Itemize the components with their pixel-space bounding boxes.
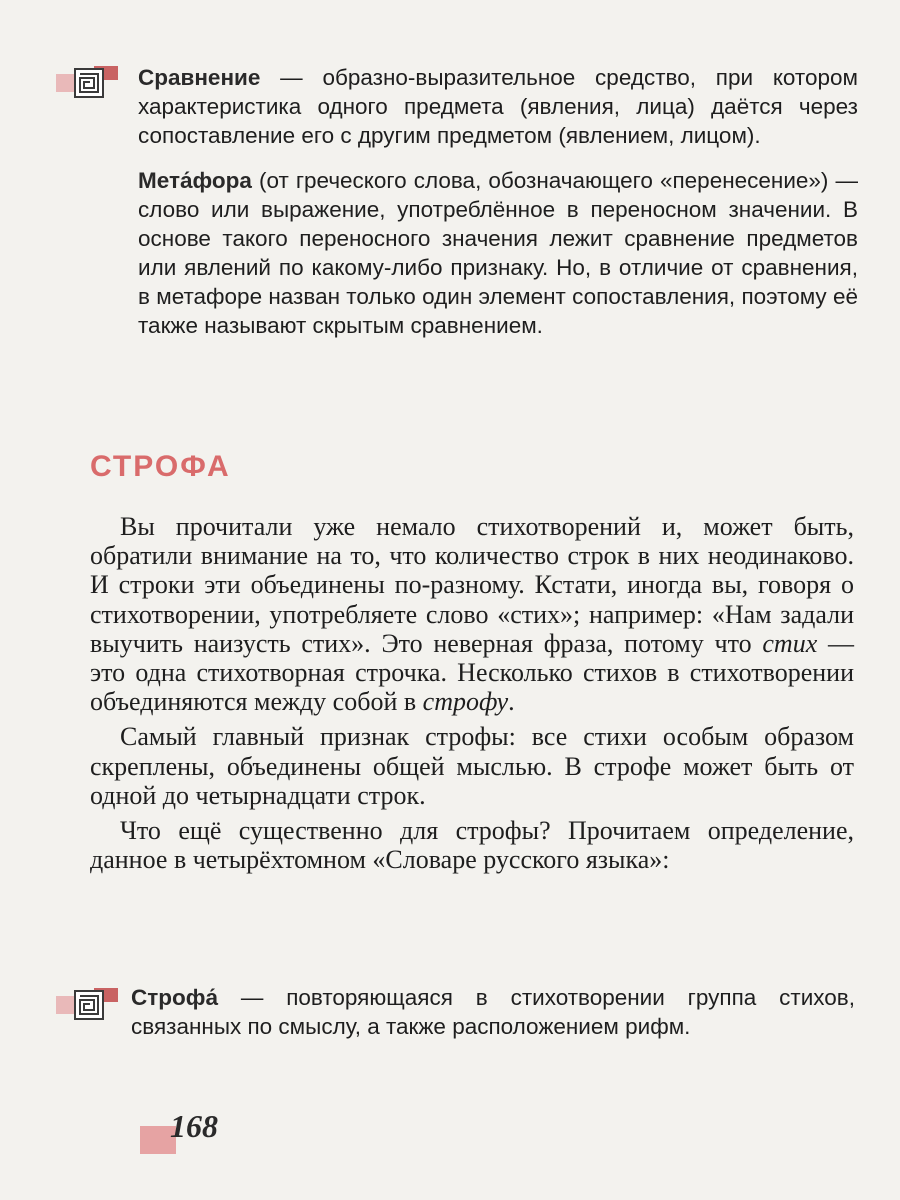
definition-comparison-text	[138, 63, 858, 150]
definition-metaphor-body: (от греческого слова, обозначающего «перенесение») — слово или выражение, употреблённое в переносном значении. В основе такого переносного значения лежит сравнение предметов или явлений по какому-либо признаку. Но, в отличие от сравнения, в метафоре назван только один элемент сопоставления, поэтому её также называют скрытым сравнением.	[138, 168, 858, 338]
main-text	[90, 512, 854, 874]
definition-marker-icon	[56, 988, 120, 1024]
definition-comparison-body: — образно-выразительное средство, при котором характеристика одного предмета (явления, лица) даётся через сопоставление его с другим предметом (явлением, лицом).	[138, 65, 858, 148]
paragraph-1-part-b: — это одна стихотворная строчка. Несколько стихов в стихотворении объединяются между собой в	[90, 628, 855, 717]
term-stanza: Строфа́	[131, 985, 218, 1010]
paragraph-1-part-c: .	[508, 687, 515, 717]
definition-metaphor-text	[138, 166, 858, 340]
page-number: 168	[170, 1108, 218, 1144]
paragraph-1-part-a: Вы прочитали уже немало стихотворений и, может быть, обратили внимание на то, что количество строк в них неодинаково. И строки эти объединены по-разному. Кстати, иногда вы, говоря о стихотворении, употребляете слово «стих»; например: «Нам задали выучить наизусть стих». Это неверная фраза, потому что	[90, 512, 854, 658]
term-metaphor: Мета́фора	[138, 168, 252, 193]
page-number-block	[140, 1108, 218, 1145]
paragraph-1	[90, 512, 854, 716]
emphasis-stikh: стих	[762, 628, 818, 658]
emphasis-strofu: строфу	[422, 687, 509, 717]
term-comparison: Сравнение	[138, 65, 261, 90]
paragraph-3: Что ещё существенно для строфы? Прочитаем определение, данное в четырёхтомном «Словаре русского языка»:	[90, 816, 854, 875]
paragraph-2: Самый главный признак строфы: все стихи особым образом скреплены, объединены общей мыслью. В строфе может быть от одной до четырнадцати строк.	[90, 722, 854, 810]
definition-stanza	[131, 983, 855, 1041]
definition-marker-icon	[56, 66, 120, 102]
section-title: СТРОФА	[90, 450, 231, 483]
definition-stanza-body: — повторяющаяся в стихотворении группа стихов, связанных по смыслу, а также расположением рифм.	[131, 985, 855, 1039]
definition-comparison	[138, 63, 858, 340]
definition-stanza-text	[131, 983, 855, 1041]
